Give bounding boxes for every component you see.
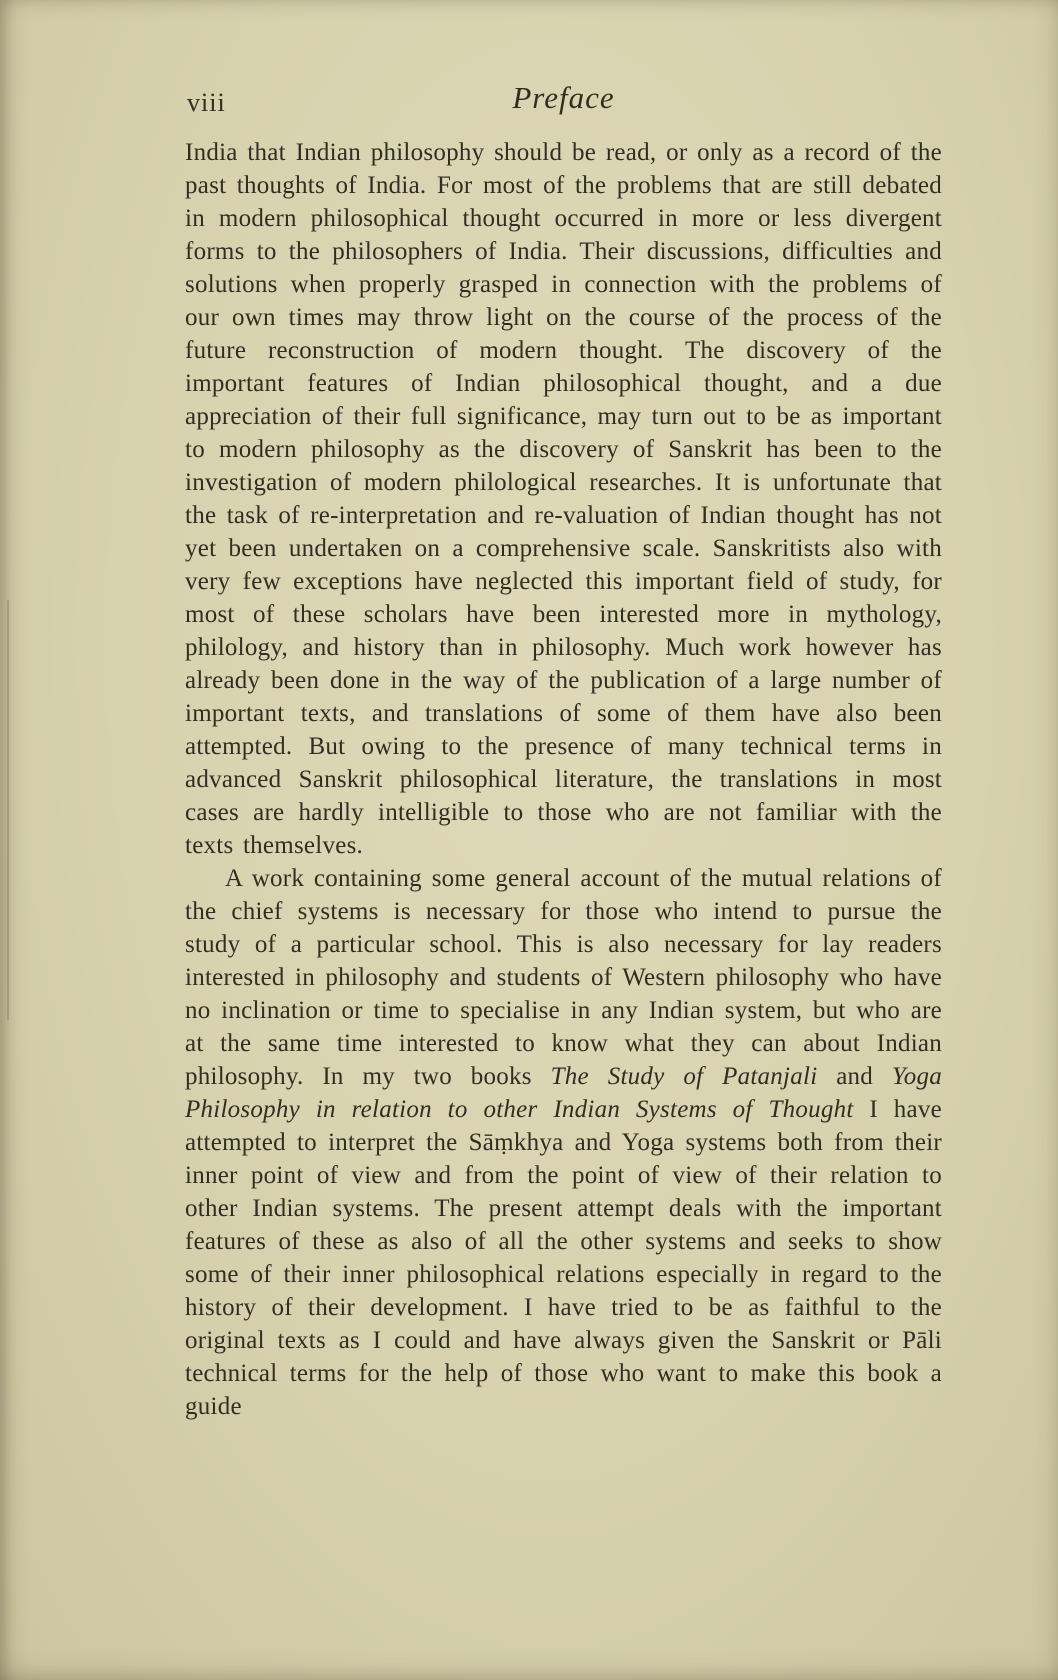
page-number: viii (187, 88, 226, 117)
page-title: Preface (512, 80, 615, 115)
page-body (185, 136, 942, 1423)
binding-crease (7, 600, 9, 1020)
paragraph (185, 862, 942, 1423)
text-run: and (817, 1063, 892, 1090)
text-run: India that Indian philosophy should be read, or only as a record of the past thoughts of India. For most of the problems that are still debated in modern philosophical thought occurred in more or less divergent forms to the philosophers of India. Their discussions, difficulties and solutions when properly grasped in connection with the problems of our own times may throw light on the course of the process of the future reconstruction of modern thought. The discovery of the important features of Indian philosophical thought, and a due appreciation of their full significance, may turn out to be as important to modern philosophy as the discovery of Sanskrit has been to the investigation of modern philological researches. It is unfortunate that the task of re-interpretation and re-valuation of Indian thought has not yet been undertaken on a comprehensive scale. Sanskritists also with very few exceptions have neglected this important field of study, for most of these scholars have been interested more in mythology, philology, and history than in philosophy. Much work however has already been done in the way of the publication of a large number of important texts, and translations of some of them have also been attempted. But owing to the presence of many technical terms in advanced Sanskrit philosophical literature, the translations in most cases are hardly intelligible to those who are not familiar with the texts themselves. (185, 139, 942, 859)
paragraph (185, 136, 942, 862)
text-run: A work containing some general account of the mutual relations of the chief systems is necessary for those who intend to pursue the study of a particular school. This is also necessary for lay readers interested in philosophy and students of Western philosophy who have no inclination or time to specialise in any Indian system, but who are at the same time interested to know what they can about Indian philosophy. In my two books (185, 865, 942, 1090)
page-content (185, 80, 942, 1423)
book-title-text-run: Yoga Philosophy in relation to other Indian Systems of Thought (185, 1063, 942, 1123)
book-title-text-run: The Study of Patanjali (550, 1063, 818, 1090)
text-run: I have attempted to interpret the Sāṃkhya and Yoga systems both from their inner point of view and from the point of view of their relation to other Indian systems. The present attempt deals with the important features of these as also of all the other systems and seeks to show some of their inner philosophical relations especially in regard to the history of their development. I have tried to be as faithful to the original texts as I could and have always given the Sanskrit or Pāli technical terms for the help of those who want to make this book a guide (185, 1096, 942, 1420)
page-header (185, 80, 942, 122)
